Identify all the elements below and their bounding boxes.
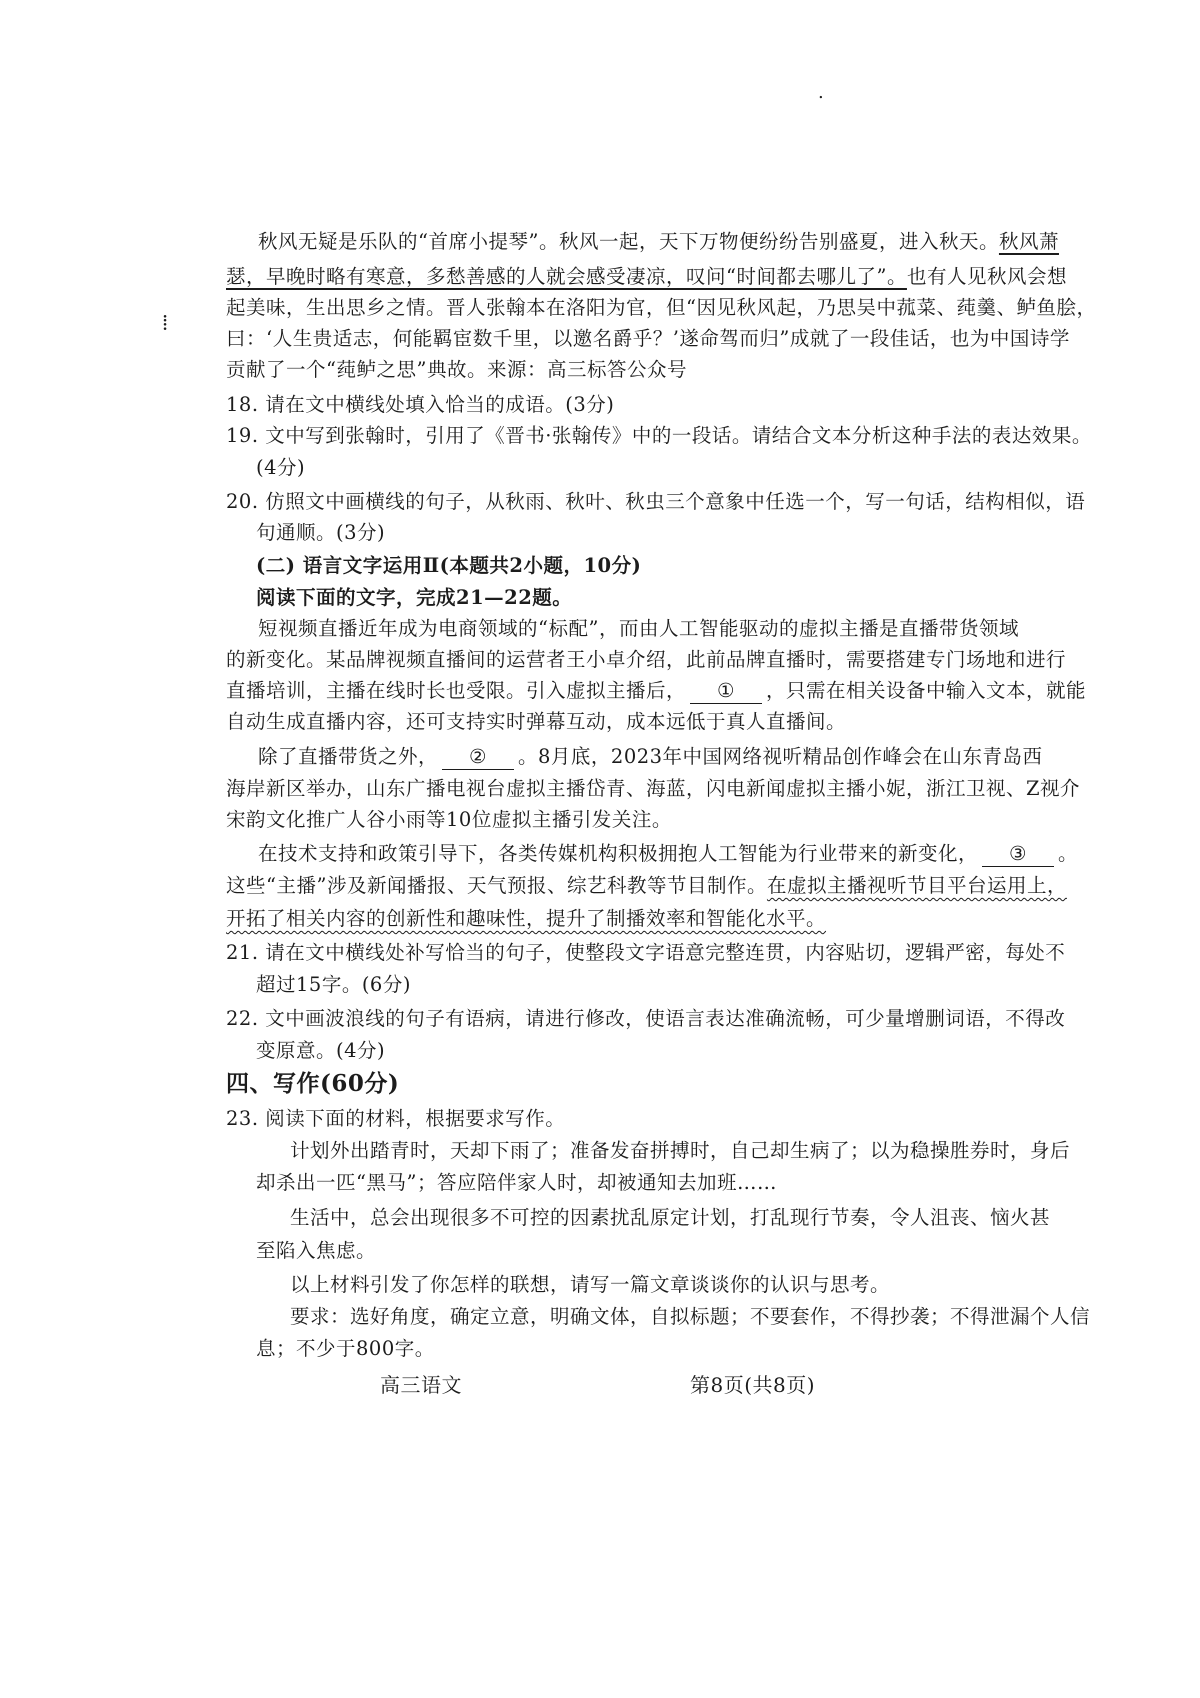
blank-3: ③ [982,842,1054,867]
material-1-line2: 却杀出一匹“黑马”；答应陪伴家人时，却被通知去加班…… [256,1171,777,1194]
passage2-p3-line2: 这些“主播”涉及新闻播报、天气预报、综艺科教等节目制作。在虚拟主播视听节目平台运用上， [226,874,1067,897]
passage1-line3: 起美味，生出思乡之情。晋人张翰本在洛阳为官，但“因见秋风起，乃思吴中菰菜、莼羹、鲈鱼脍， [226,296,1097,319]
margin-mark: ⁞ [162,311,169,336]
passage2-p2-line1: 除了直播带货之外， ② 。8月底，2023年中国网络视听精品创作峰会在山东青岛西 [258,745,1043,768]
requirements-line2: 息；不少于800字。 [256,1337,435,1360]
question-20-line2: 句通顺。(3分) [256,521,386,544]
material-3: 以上材料引发了你怎样的联想，请写一篇文章谈谈你的认识与思考。 [290,1273,891,1296]
footer-subject: 高三语文 [380,1373,462,1397]
passage2-p1-line1: 短视频直播近年成为电商领域的“标配”，而由人工智能驱动的虚拟主播是直播带货领域 [258,617,1019,640]
material-2-line2: 至陷入焦虑。 [256,1239,377,1262]
passage1-line1: 秋风无疑是乐队的“首席小提琴”。秋风一起，天下万物便纷纷告别盛夏，进入秋天。秋风萧 [258,230,1059,253]
question-19-line2: (4分) [256,456,306,479]
footer-page-number: 第8页(共8页) [690,1373,816,1397]
section2-instruction: 阅读下面的文字，完成21—22题。 [256,586,573,609]
passage2-p2-line3: 宋韵文化推广人谷小雨等10位虚拟主播引发关注。 [226,808,672,831]
material-2-line1: 生活中，总会出现很多不可控的因素扰乱原定计划，打乱现行节奏，令人沮丧、恼火甚 [290,1206,1051,1229]
section2-title: (二) 语言文字运用Ⅱ(本题共2小题，10分) [256,554,642,577]
question-20-line1: 20. 仿照文中画横线的句子，从秋雨、秋叶、秋虫三个意象中任选一个，写一句话，结构相似，语 [226,490,1086,513]
question-19-line1: 19. 文中写到张翰时，引用了《晋书·张翰传》中的一段话。请结合文本分析这种手法的表达效果。 [226,424,1092,447]
passage1-line5: 贡献了一个“莼鲈之思”典故。来源：高三标答公众号 [226,358,687,381]
passage2-p3-line3: 开拓了相关内容的创新性和趣味性，提升了制播效率和智能化水平。 [226,907,827,930]
passage2-p1-line4: 自动生成直播内容，还可支持实时弹幕互动，成本远低于真人直播间。 [226,710,847,733]
corner-mark: . [818,82,824,103]
question-22-line1: 22. 文中画波浪线的句子有语病，请进行修改，使语言表达准确流畅，可少量增删词语，不得改 [226,1007,1066,1030]
passage2-p1-line2: 的新变化。某品牌视频直播间的运营者王小卓介绍，此前品牌直播时，需要搭建专门场地和进行 [226,648,1067,671]
requirements-line1: 要求：选好角度，确定立意，明确文体，自拟标题；不要套作，不得抄袭；不得泄漏个人信 [290,1305,1091,1328]
question-22-line2: 变原意。(4分) [256,1039,386,1062]
question-21-line1: 21. 请在文中横线处补写恰当的句子，使整段文字语意完整连贯，内容贴切，逻辑严密，每处不 [226,941,1066,964]
passage2-p3-line1: 在技术支持和政策引导下，各类传媒机构积极拥抱人工智能为行业带来的新变化， ③ 。 [258,842,1079,865]
question-18: 18. 请在文中横线处填入恰当的成语。(3分) [226,393,615,416]
passage1-line4: 曰：‘人生贵适志，何能羁宦数千里，以邀名爵乎？’遂命驾而归”成就了一段佳话，也为中国诗学 [226,327,1070,350]
blank-1: ① [690,679,762,704]
section4-title: 四、写作(60分) [226,1070,400,1097]
question-23-intro: 23. 阅读下面的材料，根据要求写作。 [226,1107,566,1130]
material-1-line1: 计划外出踏青时，天却下雨了；准备发奋拼搏时，自己却生病了；以为稳操胜券时，身后 [290,1139,1071,1162]
question-21-line2: 超过15字。(6分) [256,973,411,996]
passage2-p2-line2: 海岸新区举办，山东广播电视台虚拟主播岱青、海蓝，闪电新闻虚拟主播小妮，浙江卫视、Z视介 [226,777,1081,800]
passage1-line2: 瑟，早晚时略有寒意，多愁善感的人就会感受凄凉，叹问“时间都去哪儿了”。也有人见秋风会想 [226,265,1067,288]
passage2-p1-line3: 直播培训，主播在线时长也受限。引入虚拟主播后， ① ，只需在相关设备中输入文本，就能 [226,679,1087,702]
blank-2: ② [442,745,514,770]
